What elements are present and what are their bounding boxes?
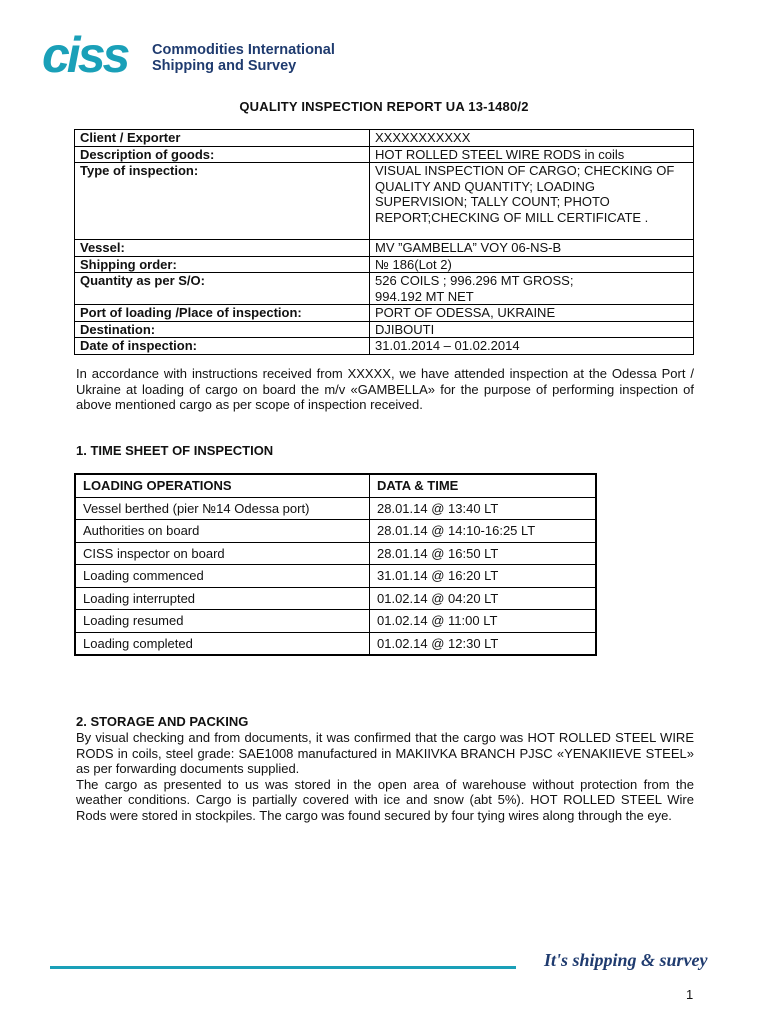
operation-cell: Loading completed <box>75 632 370 655</box>
info-row-shipping-order <box>75 256 694 273</box>
section1-title: 1. TIME SHEET OF INSPECTION <box>76 443 274 458</box>
info-value: HOT ROLLED STEEL WIRE RODS in coils <box>370 146 694 163</box>
operation-cell: CISS inspector on board <box>75 542 370 565</box>
info-row-vessel <box>75 240 694 257</box>
info-label: Port of loading /Place of inspection: <box>75 305 370 322</box>
datetime-cell: 31.01.14 @ 16:20 LT <box>370 565 597 588</box>
company-name <box>152 42 335 74</box>
info-label: Client / Exporter <box>75 130 370 147</box>
info-label: Destination: <box>75 321 370 338</box>
section2-paragraph: The cargo as presented to us was stored in the open area of warehouse without protection from the weather conditions. Cargo is partially covered with ice and snow (abt 5%). HOT ROLLED STEEL Wire Rods were stored in stockpiles. The cargo was found secured by four tying wires along through the eye. <box>76 776 694 823</box>
report-info-table <box>74 129 694 355</box>
datetime-cell: 01.02.14 @ 04:20 LT <box>370 587 597 610</box>
operation-cell: Vessel berthed (pier №14 Odessa port) <box>75 497 370 520</box>
datetime-cell: 28.01.14 @ 14:10-16:25 LT <box>370 520 597 543</box>
quantity-gross: 526 COILS ; 996.296 MT GROSS; <box>375 273 574 288</box>
intro-paragraph: In accordance with instructions received from XXXXX, we have attended inspection at the Odessa Port / Ukraine at loading of cargo on board the m/v «GAMBELLA» for the purpose of performing inspection of above mentioned cargo as per scope of inspection received. <box>76 366 694 413</box>
info-value: 31.01.2014 – 01.02.2014 <box>370 338 694 355</box>
time-sheet-header <box>75 474 596 497</box>
info-row-date <box>75 338 694 355</box>
footer-divider <box>50 966 516 969</box>
info-value: DJIBOUTI <box>370 321 694 338</box>
info-value: № 186(Lot 2) <box>370 256 694 273</box>
table-row <box>75 497 596 520</box>
info-label: Shipping order: <box>75 256 370 273</box>
info-value <box>370 273 694 305</box>
table-row <box>75 632 596 655</box>
operation-cell: Loading commenced <box>75 565 370 588</box>
footer-slogan: It's shipping & survey <box>544 950 708 970</box>
page-number: 1 <box>686 987 694 1002</box>
table-row <box>75 610 596 633</box>
report-title: QUALITY INSPECTION REPORT UA 13-1480/2 <box>239 99 529 114</box>
section2-title: 2. STORAGE AND PACKING <box>76 714 249 729</box>
column-header: LOADING OPERATIONS <box>75 474 370 497</box>
datetime-cell: 28.01.14 @ 13:40 LT <box>370 497 597 520</box>
operation-cell: Authorities on board <box>75 520 370 543</box>
quantity-net: 994.192 MT NET <box>375 288 474 304</box>
table-row <box>75 565 596 588</box>
datetime-cell: 01.02.14 @ 11:00 LT <box>370 610 597 633</box>
table-row <box>75 520 596 543</box>
section2-paragraph: By visual checking and from documents, it was confirmed that the cargo was HOT ROLLED STEEL WIRE RODS in coils, steel grade: SAE1008 manufactured in MAKIIVKA BRANCH PJSC «YENAKIIEVE STEEL» as per forwarding documents supplied. <box>76 730 694 777</box>
info-label: Type of inspection: <box>75 163 370 240</box>
info-value: VISUAL INSPECTION OF CARGO; CHECKING OF QUALITY AND QUANTITY; LOADING SUPERVISION; TALLY COUNT; PHOTO REPORT;CHECKING OF MILL CERTIFICATE . <box>370 163 694 240</box>
time-sheet-table <box>74 473 597 656</box>
ciss-logo-mark <box>40 28 150 82</box>
info-label: Date of inspection: <box>75 338 370 355</box>
datetime-cell: 28.01.14 @ 16:50 LT <box>370 542 597 565</box>
section2-body <box>76 730 694 824</box>
info-value: PORT OF ODESSA, UKRAINE <box>370 305 694 322</box>
operation-cell: Loading resumed <box>75 610 370 633</box>
info-label: Description of goods: <box>75 146 370 163</box>
info-label: Quantity as per S/O: <box>75 273 370 305</box>
info-row-client <box>75 130 694 147</box>
table-row <box>75 542 596 565</box>
info-value: MV ”GAMBELLA” VOY 06-NS-B <box>370 240 694 257</box>
company-name-line1: Commodities International <box>152 42 335 58</box>
info-value: XXXXXXXXXXX <box>370 130 694 147</box>
logo-text: ciss <box>42 28 128 82</box>
info-row-destination <box>75 321 694 338</box>
operation-cell: Loading interrupted <box>75 587 370 610</box>
info-row-quantity <box>75 273 694 305</box>
company-name-line2: Shipping and Survey <box>152 58 297 74</box>
table-row <box>75 587 596 610</box>
info-label: Vessel: <box>75 240 370 257</box>
info-row-description <box>75 146 694 163</box>
column-header: DATA & TIME <box>370 474 597 497</box>
datetime-cell: 01.02.14 @ 12:30 LT <box>370 632 597 655</box>
info-row-port <box>75 305 694 322</box>
info-row-inspection-type <box>75 163 694 240</box>
